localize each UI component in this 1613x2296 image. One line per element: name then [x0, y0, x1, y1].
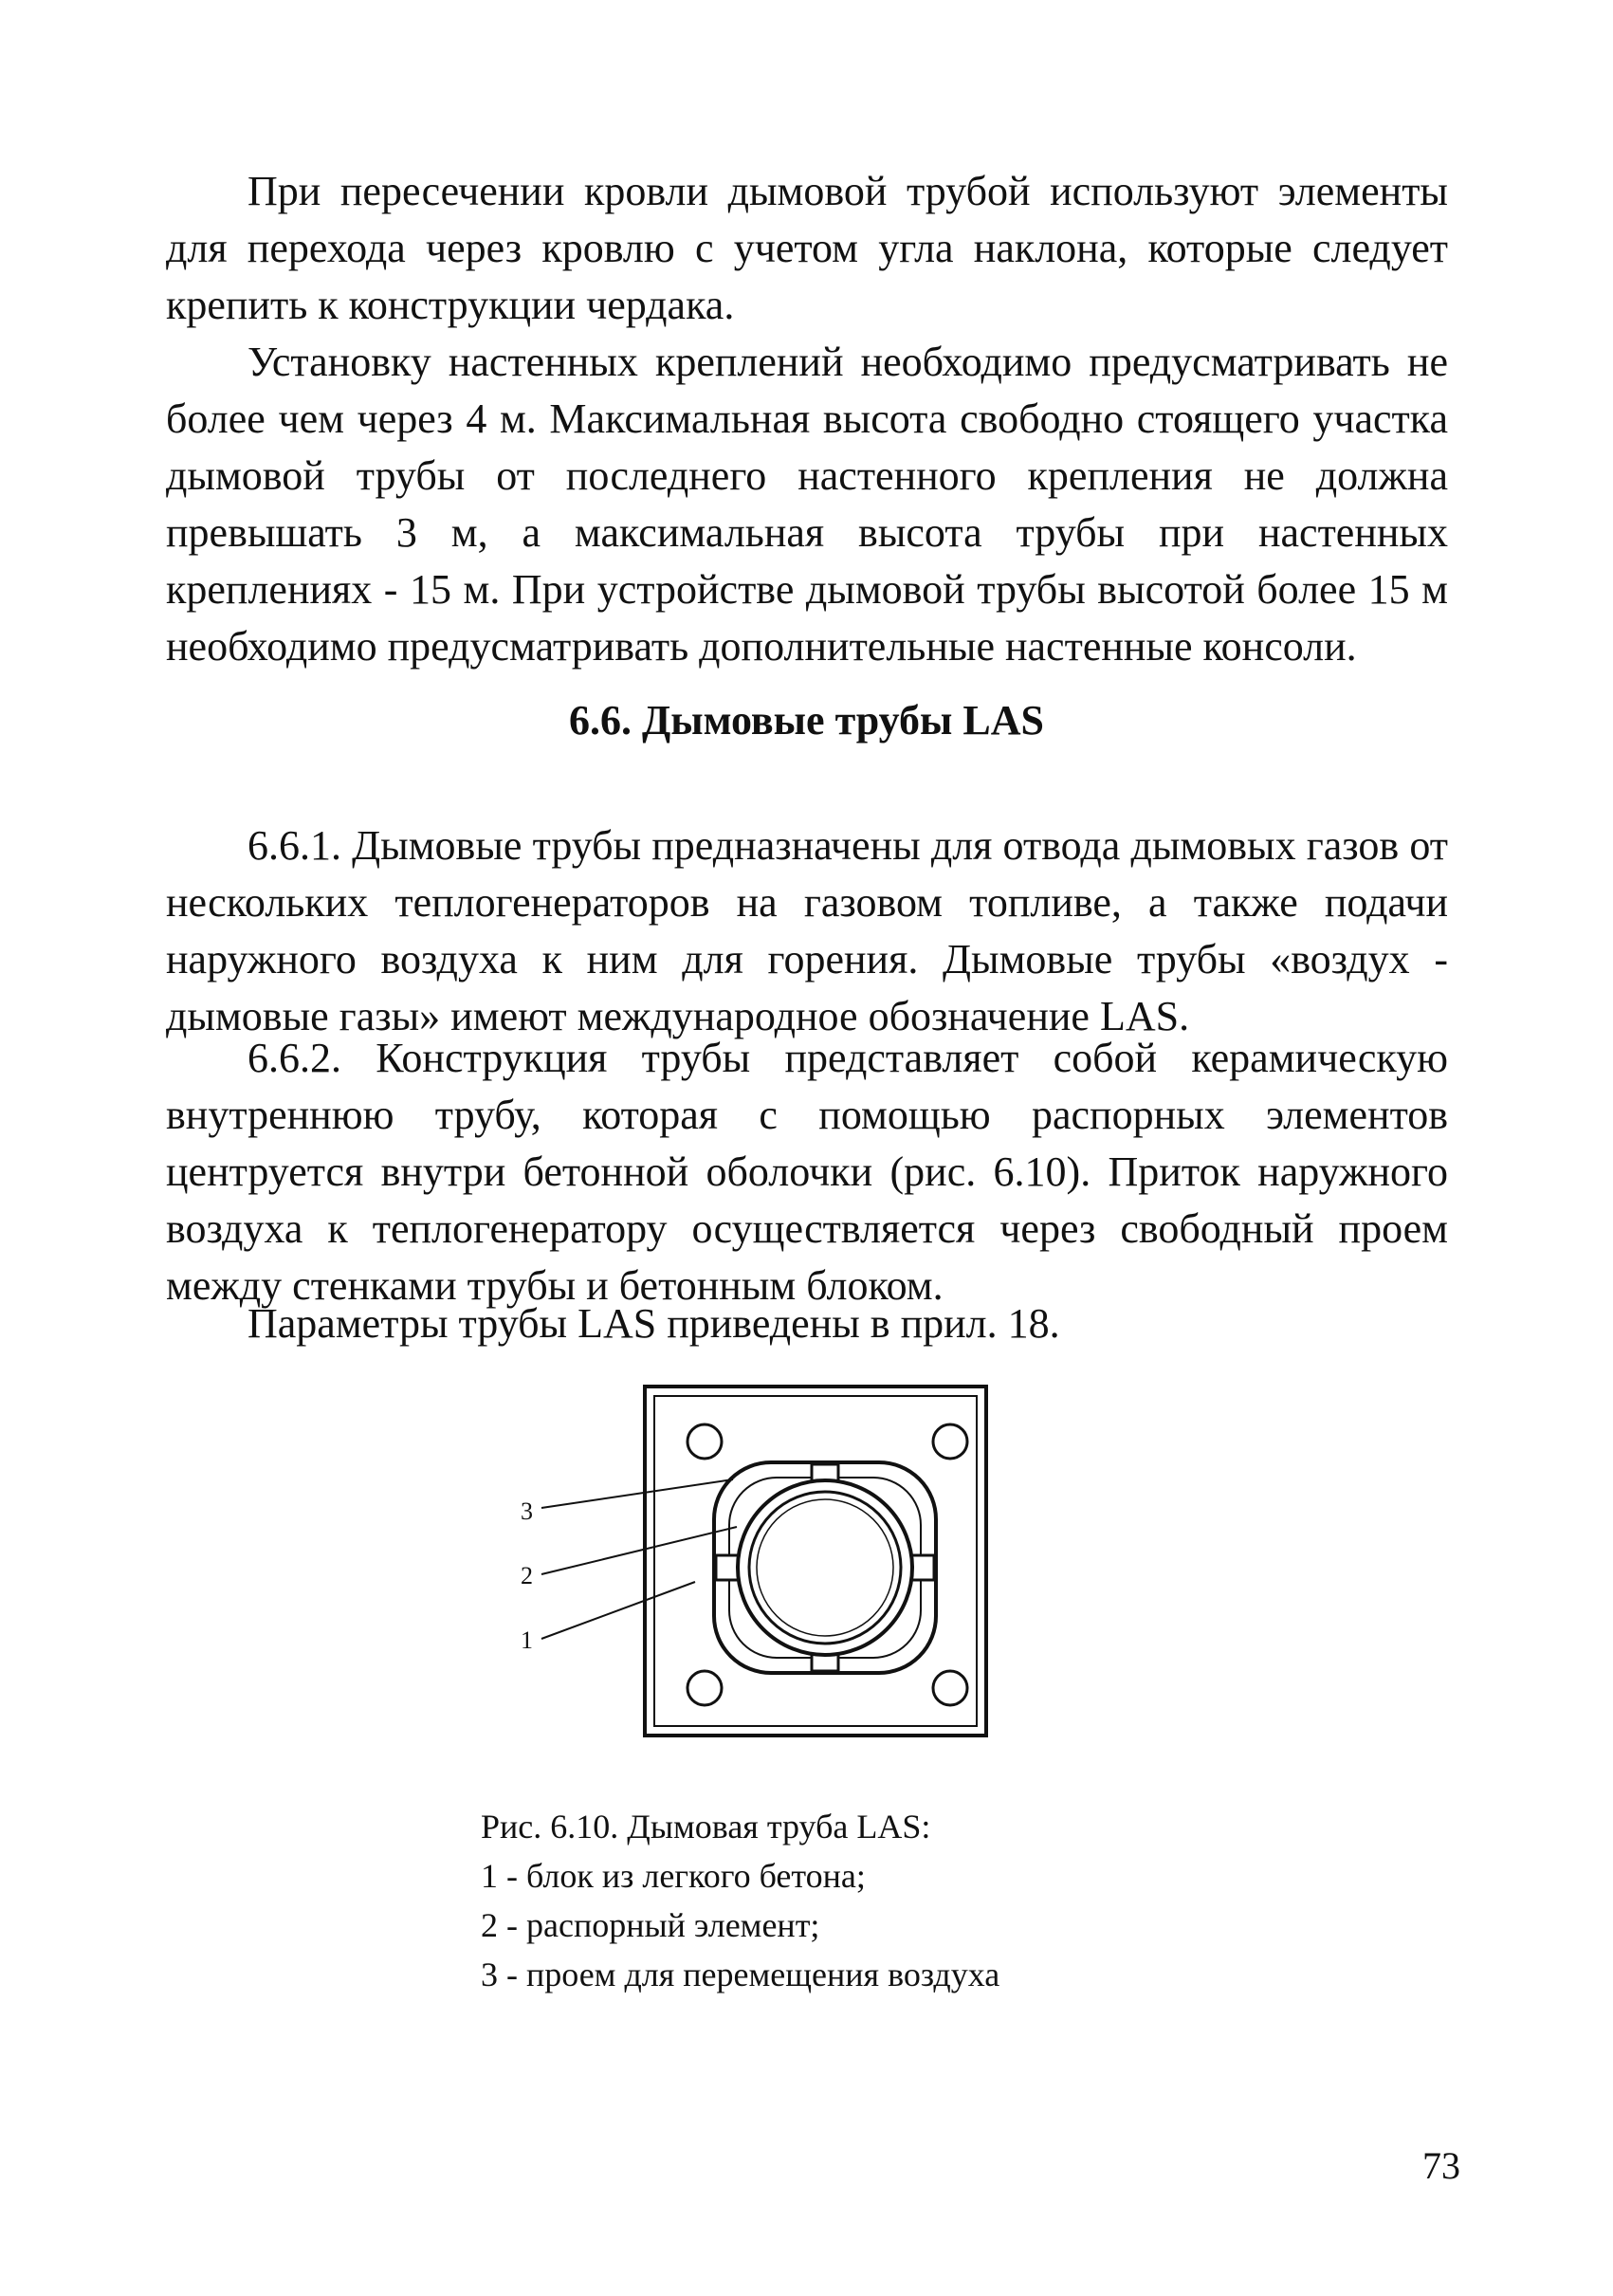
corner-hole-top-right: [933, 1424, 967, 1459]
paragraph-parameters: [166, 1295, 1448, 1352]
corner-hole-bottom-left: [687, 1671, 722, 1705]
paragraph-6-6-2: [166, 1030, 1448, 1314]
callout-3: 3: [521, 1497, 533, 1525]
chimney-cross-section-drawing: [517, 1385, 1010, 1745]
paragraph-text: Параметры трубы LAS приведены в прил. 18.: [247, 1300, 1060, 1347]
callout-1: 1: [521, 1626, 533, 1654]
caption-legend-item: 3 - проем для перемещения воздуха: [481, 1956, 1000, 1993]
paragraph-roof-crossing: [166, 163, 1448, 334]
caption-legend-item: 2 - распорный элемент;: [481, 1906, 820, 1944]
corner-hole-top-left: [687, 1424, 722, 1459]
chimney-las-figure: [517, 1385, 1010, 1745]
leader-line-1: [541, 1582, 695, 1639]
paragraph-wall-mounts: [166, 334, 1448, 675]
leader-line-3: [541, 1479, 733, 1508]
figure-caption: [481, 1802, 1239, 1999]
paragraph-text: При пересечении кровли дымовой трубой используют элементы для перехода через кровлю с учетом угла наклона, которые следует крепить к конструкции чердака.: [166, 168, 1448, 328]
section-heading: 6.6. Дымовые трубы LAS: [569, 697, 1044, 744]
ceramic-pipe-outer: [738, 1480, 912, 1655]
paragraph-text: 6.6.1. Дымовые трубы предназначены для отвода дымовых газов от нескольких теплогенераторов на газовом топливе, а также подачи наружного воздуха к ним для горения. Дымовые трубы «воздух - дымовые газы» имеют международное обозначение LAS.: [166, 822, 1448, 1039]
page-number: 73: [1422, 2144, 1460, 2187]
caption-title: Рис. 6.10. Дымовая труба LAS:: [481, 1808, 931, 1846]
paragraph-text: 6.6.2. Конструкция трубы представляет собой керамическую внутреннюю трубу, которая с помощью распорных элементов центруется внутри бетонной оболочки (рис. 6.10). Приток наружного воздуха к теплогенератору осуществляется через свободный проем между стенками трубы и бетонным блоком.: [166, 1035, 1448, 1309]
corner-hole-bottom-right: [933, 1671, 967, 1705]
paragraph-6-6-1: [166, 817, 1448, 1045]
leader-line-2: [541, 1527, 737, 1574]
paragraph-text: Установку настенных креплений необходимо предусматривать не более чем через 4 м. Максимальная высота свободно стоящего участка дымовой трубы от последнего настенного крепления не должна превышать 3 м, а максимальная высота трубы при настенных креплениях - 15 м. При устройстве дымовой трубы высотой более 15 м необходимо предусматривать дополнительные настенные консоли.: [166, 339, 1448, 670]
callout-2: 2: [521, 1562, 533, 1589]
caption-legend-item: 1 - блок из легкого бетона;: [481, 1857, 866, 1895]
